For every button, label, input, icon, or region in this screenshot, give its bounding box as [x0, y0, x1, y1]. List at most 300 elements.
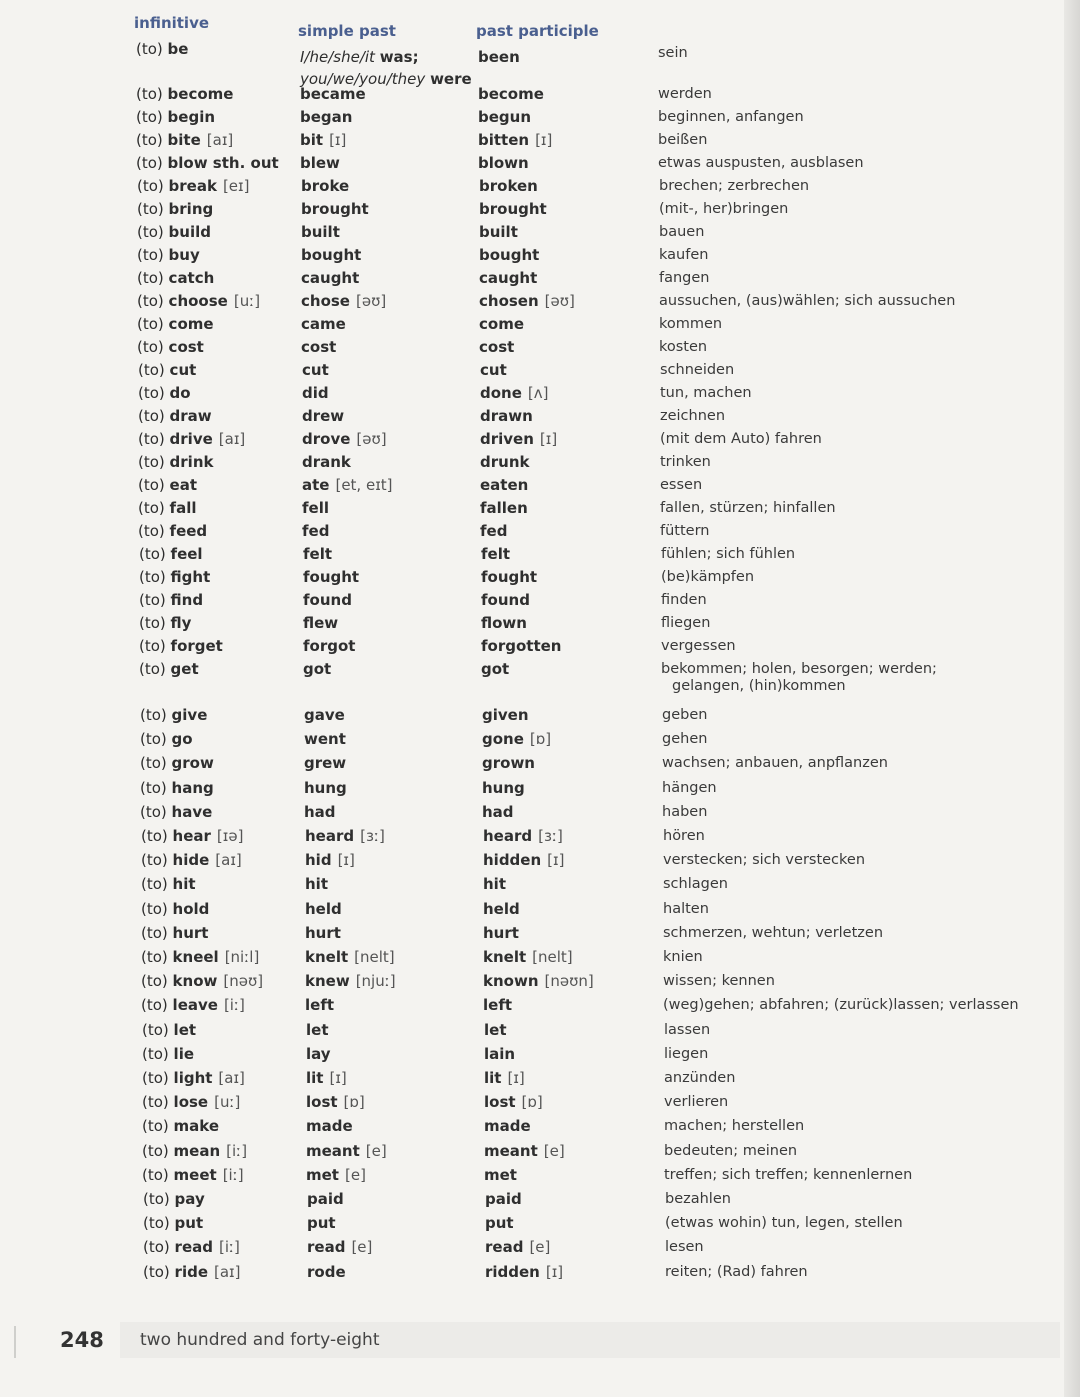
infinitive-cell — [142, 1164, 244, 1186]
simple-past-cell — [306, 1043, 331, 1065]
simple-past: cost — [301, 338, 337, 356]
simple-past: broke — [301, 177, 350, 195]
simple-past-cell — [307, 1212, 336, 1234]
infinitive: pay — [174, 1190, 205, 1208]
past-participle-cell — [479, 244, 539, 266]
infinitive-cell — [140, 801, 212, 823]
verb-row — [0, 313, 1060, 335]
past-participle: cut — [480, 361, 507, 379]
simple-past: got — [303, 660, 332, 678]
phonetic: [aɪ] — [215, 851, 242, 870]
past-participle-cell — [485, 1188, 522, 1210]
infinitive-cell — [136, 152, 279, 174]
past-participle-cell — [480, 497, 528, 519]
past-participle: meant — [484, 1141, 538, 1160]
simple-past: drank — [302, 453, 351, 471]
german-translation: aussuchen, (aus)wählen; sich aussuchen — [659, 293, 956, 309]
german-translation-cell — [660, 359, 734, 381]
german-translation: vergessen — [661, 638, 736, 654]
simple-past-cell — [305, 898, 342, 920]
german-translation-cell — [663, 922, 883, 944]
german-translation: schneiden — [660, 362, 735, 378]
infinitive-cell — [138, 359, 196, 381]
simple-past-cell — [306, 1019, 329, 1041]
german-translation: (weg)gehen; abfahren; (zurück)lassen; verlassen — [663, 997, 1019, 1014]
to-prefix: (to) — [137, 177, 164, 195]
to-prefix: (to) — [140, 754, 167, 773]
phonetic: [uː] — [214, 1093, 241, 1112]
infinitive-cell — [138, 382, 191, 404]
to-prefix: (to) — [137, 315, 164, 333]
simple-past: brought — [301, 200, 369, 218]
verb-row — [0, 359, 1060, 381]
phonetic: [iː] — [226, 1141, 248, 1160]
infinitive-cell — [142, 1019, 196, 1041]
german-translation-cell — [658, 129, 707, 151]
verb-row — [0, 825, 1060, 847]
phonetic: [ʌ] — [527, 384, 549, 402]
infinitive-cell — [138, 428, 245, 450]
past-participle-cell — [481, 566, 537, 588]
phonetic: [ɪ] — [535, 131, 553, 149]
german-translation: gehen — [662, 731, 708, 748]
to-prefix: (to) — [142, 1117, 169, 1136]
simple-past-cell — [305, 970, 396, 992]
past-participle-cell — [480, 451, 529, 473]
infinitive-cell — [137, 198, 213, 220]
verb-row — [0, 474, 1060, 496]
german-translation: anzünden — [664, 1070, 736, 1086]
german-translation-cell — [665, 1261, 808, 1283]
infinitive: fly — [170, 614, 192, 632]
phonetic: [e] — [344, 1165, 366, 1184]
german-translation: wissen; kennen — [663, 973, 775, 990]
german-translation: brechen; zerbrechen — [659, 178, 810, 194]
verb-row — [0, 175, 1060, 197]
german-translation: trinken — [660, 454, 711, 470]
german-translation: verstecken; sich verstecken — [663, 852, 866, 869]
german-translation-cell — [659, 267, 710, 289]
german-translation: fühlen; sich fühlen — [661, 546, 796, 562]
simple-past: began — [300, 108, 353, 126]
verb-row — [0, 994, 1060, 1016]
past-participle-cell — [483, 970, 594, 992]
verb-row — [0, 336, 1060, 358]
verb-row — [0, 1212, 1060, 1234]
simple-past: read — [307, 1238, 346, 1257]
verb-row — [0, 635, 1060, 657]
german-translation: halten — [663, 900, 709, 917]
simple-past: hid — [305, 851, 332, 870]
to-prefix: (to) — [141, 996, 168, 1015]
infinitive: leave — [172, 996, 218, 1015]
to-prefix: (to) — [137, 338, 164, 356]
german-translation-cell — [663, 970, 775, 992]
verb-row — [0, 543, 1060, 565]
infinitive: fight — [170, 568, 211, 586]
to-prefix: (to) — [138, 476, 165, 494]
past-participle: chosen — [479, 292, 539, 310]
simple-past: put — [307, 1214, 336, 1233]
german-translation-cell — [664, 1115, 804, 1137]
verb-row — [0, 520, 1060, 542]
past-participle: eaten — [480, 476, 529, 494]
german-translation: treffen; sich treffen; kennenlernen — [664, 1166, 913, 1183]
simple-past: grew — [304, 754, 347, 773]
simple-past: chose — [301, 292, 350, 310]
simple-past-cell — [306, 1164, 366, 1186]
verb-row — [0, 1115, 1060, 1137]
past-participle: bitten — [478, 131, 530, 149]
german-translation-cell — [665, 1188, 731, 1210]
infinitive-cell — [140, 752, 214, 774]
simple-past: forgot — [303, 637, 356, 655]
phonetic: [aɪ] — [218, 1069, 245, 1087]
infinitive-cell — [139, 612, 191, 634]
past-participle-cell — [479, 175, 538, 197]
verb-row — [0, 801, 1060, 823]
infinitive-cell — [143, 1236, 240, 1258]
page-number-words: two hundred and forty-eight — [140, 1330, 380, 1350]
phonetic: [əʊ] — [544, 292, 575, 310]
past-participle: hurt — [483, 923, 519, 942]
phonetic: [ɪ] — [547, 851, 565, 870]
past-participle-cell — [483, 922, 519, 944]
to-prefix: (to) — [139, 614, 166, 632]
german-translation-cell — [665, 1212, 903, 1234]
phonetic: [nəʊn] — [544, 972, 594, 991]
to-prefix: (to) — [138, 453, 165, 471]
infinitive-cell — [140, 777, 214, 799]
verb-row — [0, 1067, 1060, 1089]
verb-row — [0, 1140, 1060, 1162]
simple-past: lit — [306, 1069, 324, 1087]
past-participle-cell — [482, 777, 525, 799]
past-participle: hit — [483, 875, 506, 894]
past-participle-cell — [478, 152, 529, 174]
german-translation-cell — [664, 1140, 797, 1162]
past-participle: bought — [479, 246, 540, 264]
page-number: 248 — [60, 1328, 104, 1352]
past-participle: caught — [479, 269, 538, 287]
german-translation-cell — [659, 290, 955, 312]
german-translation: beißen — [658, 132, 708, 148]
to-prefix: (to) — [138, 384, 165, 402]
german-translation: liegen — [664, 1045, 709, 1062]
german-translation-cell — [659, 198, 788, 220]
to-prefix: (to) — [141, 899, 168, 918]
verb-row — [0, 290, 1060, 312]
simple-past-cell — [302, 359, 329, 381]
to-prefix: (to) — [142, 1093, 169, 1112]
german-translation: bekommen; holen, besorgen; werden; — [661, 661, 937, 677]
phonetic: [ɪ] — [545, 1262, 564, 1281]
past-participle-cell — [484, 1019, 507, 1041]
infinitive: become — [167, 85, 234, 103]
infinitive-cell — [137, 221, 211, 243]
simple-past-cell — [302, 451, 351, 473]
infinitive-be: be — [167, 40, 189, 58]
past-participle-cell — [480, 520, 507, 542]
infinitive: lie — [173, 1044, 195, 1063]
simple-past: met — [306, 1165, 339, 1184]
german-get-continuation: gelangen, (hin)kommen — [672, 678, 846, 694]
german-translation-cell — [661, 589, 707, 611]
simple-past-cell — [303, 589, 352, 611]
past-participle: driven — [480, 430, 534, 448]
phonetic: [aɪ] — [218, 430, 246, 448]
phonetic: [ɒ] — [343, 1093, 365, 1112]
german-translation-cell — [664, 1019, 710, 1041]
simple-past: bought — [301, 246, 362, 264]
german-translation-cell — [663, 873, 728, 895]
infinitive: meet — [173, 1165, 217, 1184]
infinitive: lose — [173, 1093, 209, 1112]
infinitive-cell — [143, 1261, 240, 1283]
verb-row — [0, 612, 1060, 634]
simple-past: hurt — [305, 923, 341, 942]
past-participle-cell — [481, 612, 527, 634]
past-participle-cell — [480, 359, 507, 381]
past-participle: knelt — [483, 948, 527, 966]
infinitive: give — [171, 706, 208, 724]
verb-row — [0, 451, 1060, 473]
past-participle: held — [483, 899, 520, 918]
infinitive-cell — [141, 873, 196, 895]
phonetic: [nəʊ] — [223, 972, 264, 991]
german-translation: haben — [662, 803, 708, 820]
german-translation: bauen — [659, 224, 705, 240]
german-translation: fliegen — [661, 615, 711, 631]
german-translation: füttern — [660, 523, 710, 539]
verb-row — [0, 83, 1060, 105]
past-participle: begun — [478, 108, 532, 126]
infinitive-cell — [141, 849, 242, 871]
phonetic: [uː] — [233, 292, 261, 310]
past-participle: fed — [480, 522, 508, 540]
german-translation-cell — [659, 336, 707, 358]
simple-past-cell — [302, 474, 393, 496]
simple-past: came — [301, 315, 346, 333]
past-participle: felt — [481, 545, 511, 563]
to-prefix: (to) — [140, 706, 167, 724]
german-translation-cell — [661, 635, 736, 657]
infinitive: hear — [172, 827, 211, 845]
simple-past-cell — [305, 873, 328, 895]
german-translation: hören — [663, 828, 705, 844]
to-prefix: (to) — [137, 246, 164, 264]
infinitive-cell — [138, 405, 212, 427]
phonetic: [e] — [543, 1141, 565, 1160]
infinitive-cell — [141, 970, 263, 992]
simple-past-cell — [302, 520, 329, 542]
simple-past: left — [305, 996, 335, 1015]
simple-past: cut — [302, 361, 329, 379]
german-translation-cell — [663, 825, 705, 847]
to-prefix: (to) — [141, 972, 168, 991]
simple-past-cell — [306, 1091, 365, 1113]
to-prefix: (to) — [143, 1262, 170, 1281]
infinitive-cell — [141, 898, 209, 920]
german-translation: fangen — [659, 270, 710, 286]
german-translation: hängen — [662, 779, 717, 796]
simple-past: did — [302, 384, 329, 402]
infinitive-cell — [137, 244, 200, 266]
simple-past-cell — [306, 1115, 353, 1137]
simple-past-cell — [300, 152, 340, 174]
german-translation-cell — [660, 520, 709, 542]
german-translation: lesen — [665, 1239, 704, 1256]
simple-past-cell — [304, 801, 336, 823]
german-sein: sein — [658, 45, 688, 61]
past-participle: made — [484, 1117, 531, 1136]
past-was: was; — [379, 48, 419, 66]
verb-row — [0, 922, 1060, 944]
verb-row — [0, 970, 1060, 992]
verb-row — [0, 106, 1060, 128]
participle-been: been — [478, 48, 520, 66]
past-participle-cell — [482, 728, 551, 750]
infinitive: have — [171, 802, 213, 821]
verb-row — [0, 777, 1060, 799]
german-translation-cell — [658, 106, 804, 128]
infinitive-cell — [143, 1212, 203, 1234]
verb-row — [0, 1164, 1060, 1186]
infinitive: come — [168, 315, 214, 333]
infinitive: do — [169, 384, 191, 402]
simple-past-cell — [303, 658, 331, 680]
infinitive-cell — [136, 83, 233, 105]
german-translation-cell — [659, 244, 708, 266]
german-translation-cell — [660, 428, 822, 450]
german-translation-cell — [663, 994, 1019, 1016]
german-translation-cell — [660, 474, 702, 496]
german-translation-cell — [661, 566, 754, 588]
phonetic: [ɪ] — [329, 131, 347, 149]
german-translation-cell — [660, 405, 725, 427]
past-participle: fought — [481, 568, 538, 586]
past-participle-cell — [484, 1164, 517, 1186]
infinitive-cell — [139, 589, 203, 611]
verb-row — [0, 1188, 1060, 1210]
infinitive: kneel — [172, 948, 219, 966]
simple-past: gave — [304, 706, 345, 724]
simple-past: caught — [301, 269, 360, 287]
simple-past: let — [306, 1020, 329, 1039]
simple-past-cell — [305, 825, 385, 847]
to-prefix: (to) — [139, 568, 166, 586]
past-participle: had — [482, 802, 514, 821]
german-translation-cell — [662, 728, 707, 750]
infinitive-cell — [138, 451, 213, 473]
german-translation: (be)kämpfen — [661, 569, 755, 585]
simple-past: fell — [302, 499, 329, 517]
phonetic: [nelt] — [354, 948, 395, 966]
infinitive-cell — [139, 543, 203, 565]
german-translation: zeichnen — [660, 408, 726, 424]
past-participle: known — [483, 972, 539, 991]
past-participle-cell — [480, 428, 557, 450]
verb-row — [0, 428, 1060, 450]
infinitive-cell — [139, 658, 199, 680]
verb-row — [0, 658, 1060, 680]
past-participle: read — [485, 1238, 524, 1257]
german-translation-cell — [662, 777, 717, 799]
simple-past: lost — [306, 1093, 338, 1112]
simple-past-cell — [301, 290, 386, 312]
simple-past: made — [306, 1117, 353, 1136]
infinitive-cell — [137, 267, 214, 289]
verb-row — [0, 267, 1060, 289]
to-prefix: (to) — [142, 1069, 169, 1087]
infinitive: read — [174, 1238, 213, 1257]
past-participle-cell — [484, 1043, 515, 1065]
simple-past-cell — [305, 849, 355, 871]
infinitive-cell — [137, 175, 249, 197]
to-prefix: (to) — [141, 851, 168, 870]
infinitive-cell — [142, 1043, 194, 1065]
infinitive-cell — [140, 704, 207, 726]
to-prefix: (to) — [137, 269, 164, 287]
verb-row — [0, 405, 1060, 427]
phonetic: [aɪ] — [214, 1262, 241, 1281]
past-participle-cell — [478, 83, 544, 105]
german-translation-cell — [658, 152, 864, 174]
past-participle-cell — [483, 946, 573, 968]
to-prefix: (to) — [142, 1165, 169, 1184]
past-participle-cell — [479, 221, 518, 243]
verb-row-be — [0, 38, 1060, 66]
to-prefix: (to) — [141, 923, 168, 942]
simple-past-cell — [304, 704, 345, 726]
to-prefix: (to) — [137, 223, 164, 241]
past-participle-cell — [478, 129, 552, 151]
to-prefix: (to) — [139, 591, 166, 609]
simple-past-cell — [305, 946, 395, 968]
simple-past-cell — [306, 1067, 347, 1089]
verb-row — [0, 382, 1060, 404]
simple-past-cell — [300, 106, 352, 128]
infinitive-cell — [142, 1091, 240, 1113]
simple-past: paid — [307, 1190, 344, 1208]
infinitive: bring — [168, 200, 214, 218]
simple-past: blew — [300, 154, 340, 172]
past-participle: built — [479, 223, 518, 241]
infinitive-cell — [142, 1115, 219, 1137]
infinitive: hide — [172, 851, 210, 870]
verb-row — [0, 1261, 1060, 1283]
phonetic: [njuː] — [355, 972, 396, 991]
simple-past: rode — [307, 1262, 346, 1281]
simple-past-cell — [304, 777, 347, 799]
verb-row — [0, 566, 1060, 588]
to-prefix: (to) — [139, 660, 166, 678]
to-prefix: (to) — [136, 131, 163, 149]
infinitive-cell — [140, 728, 193, 750]
phonetic: [iː] — [222, 1165, 244, 1184]
infinitive: choose — [168, 292, 228, 310]
infinitive: hurt — [172, 923, 209, 942]
german-translation: machen; herstellen — [664, 1118, 805, 1135]
past-participle-cell — [484, 1140, 565, 1162]
past-participle-cell — [481, 635, 561, 657]
verb-row — [0, 497, 1060, 519]
infinitive: eat — [169, 476, 198, 494]
german-translation: essen — [660, 477, 703, 493]
to-prefix: (to) — [136, 40, 163, 58]
german-translation: bedeuten; meinen — [664, 1142, 798, 1159]
phonetic: [ɒ] — [529, 730, 552, 749]
